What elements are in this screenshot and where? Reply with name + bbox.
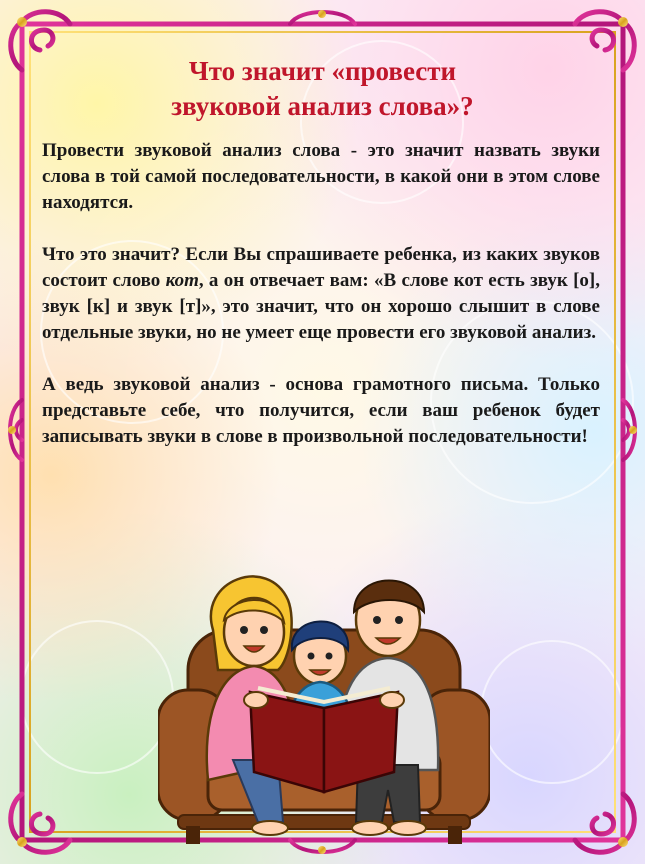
title-line-2: звуковой анализ слова»? — [171, 91, 474, 121]
page-title — [60, 54, 585, 124]
paragraph-2-start: Что это значит? Если Вы спрашиваете ребенка, из каких звуков состоит слово — [42, 244, 600, 291]
paragraph-2-end: , а он отвечает вам: «В слове кот есть звук [о], звук [к] и звук [т]», это значит, что он хорошо слышит в слове отдельные звуки, но не умеет еще провести его звуковой анализ. — [42, 270, 601, 343]
paragraph-2 — [42, 242, 600, 346]
article-body — [42, 138, 600, 476]
title-line-1: Что значит «провести — [188, 56, 457, 86]
paragraph-2-word: кот — [165, 270, 199, 291]
paragraph-1: Провести звуковой анализ слова - это значит назвать звуки слова в той самой последовательности, в какой они в этом слове находятся. — [42, 140, 600, 213]
open-book — [244, 688, 404, 792]
paragraph-3: А ведь звуковой анализ - основа грамотного письма. Только представьте себе, что получится, если ваш ребенок будет записывать звуки в слове в произвольной последовательности! — [42, 374, 600, 447]
background-swirl — [480, 640, 624, 784]
family-reading-illustration — [158, 560, 490, 848]
background-swirl — [20, 620, 174, 774]
